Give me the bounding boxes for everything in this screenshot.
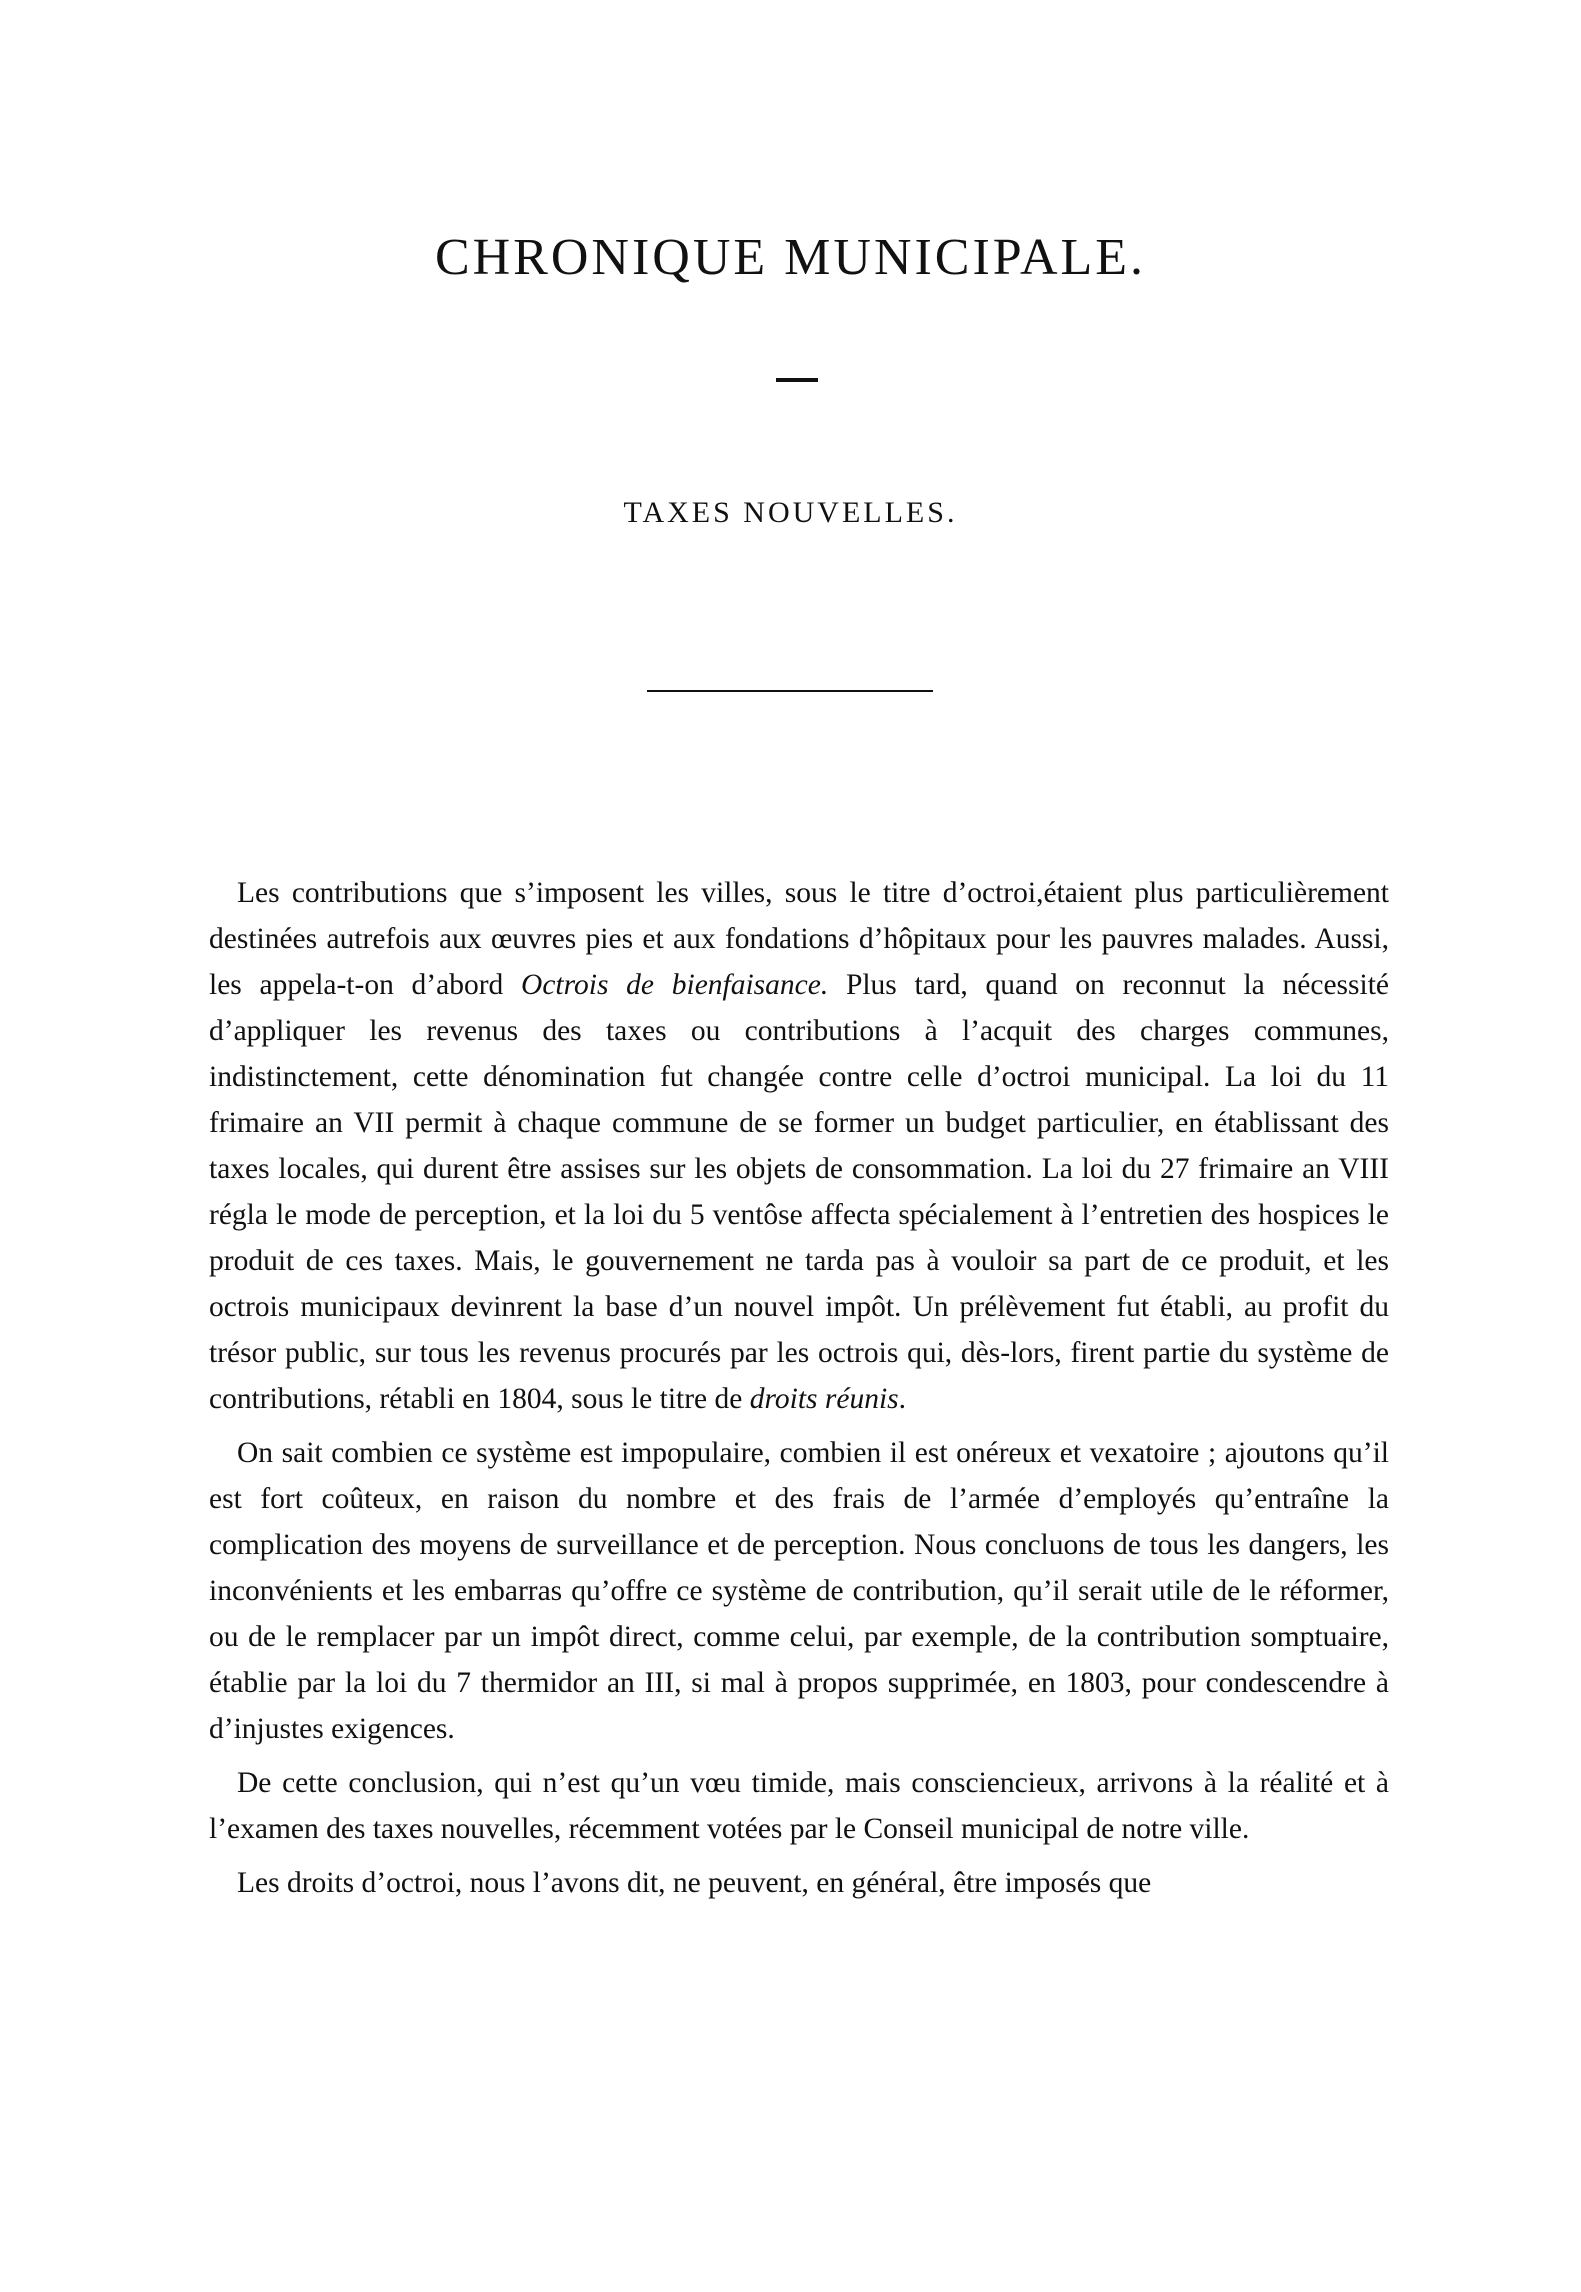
paragraph-1-part-c: . [898, 1383, 906, 1415]
paragraph-2: On sait combien ce système est impopulaire, combien il est onéreux et vexatoire ; ajoutons qu’il est fort coûteux, en raison du nombre et des frais de l’armée d’employés qu’entraîne la complication des moyens de surveillance et de perception. Nous concluons de tous les dangers, les inconvénients et les embarras qu’offre ce système de contribution, qu’il serait utile de le réformer, ou de le remplacer par un impôt direct, comme celui, par exemple, de la contribution somptuaire, établie par la loi du 7 thermidor an III, si mal à propos supprimée, en 1803, pour condescendre à d’injustes exigences. [209, 1437, 1389, 1745]
paragraph-3: De cette conclusion, qui n’est qu’un vœu timide, mais consciencieux, arrivons à la réalité et à l’examen des taxes nouvelles, récemment votées par le Conseil municipal de notre ville. [209, 1767, 1389, 1845]
emphasis-octrois: Octrois de bienfaisance. [521, 969, 829, 1001]
section-divider [647, 690, 933, 692]
paragraph-1 [209, 870, 1389, 1422]
paragraph-4: Les droits d’octroi, nous l’avons dit, ne peuvent, en général, être imposés que [237, 1867, 1152, 1899]
paragraph-1-part-b: Plus tard, quand on reconnut la nécessité d’appliquer les revenus des taxes ou contributions à l’acquit des charges communes, indistinctement, cette dénomination fut changée contre celle d’octroi municipal. La loi du 11 frimaire an VII permit à chaque commune de se former un budget particulier, en établissant des taxes locales, qui durent être assises sur les objets de consommation. La loi du 27 frimaire an VIII régla le mode de perception, et la loi du 5 ventôse affecta spécialement à l’entretien des hospices le produit de ces taxes. Mais, le gouvernement ne tarda pas à vouloir sa part de ce produit, et les octrois municipaux devinrent la base d’un nouvel impôt. Un prélèvement fut établi, au profit du trésor public, sur tous les revenus procurés par les octrois qui, dès-lors, firent partie du système de contributions, rétabli en 1804, sous le titre de [209, 969, 1389, 1415]
paragraph-1-part-a: Les contributions que s’imposent les villes, sous le titre d’octroi,étaient plus particulièrement destinées autrefois aux œuvres pies et aux fondations d’hôpitaux pour les pauvres malades. Aussi, les appela-t-on d’abord [209, 877, 1389, 1001]
emphasis-droits-reunis: droits réunis [749, 1383, 899, 1415]
title-divider [776, 378, 818, 382]
section-title: TAXES NOUVELLES. [623, 496, 958, 529]
article-body [209, 870, 1389, 1914]
page-title: CHRONIQUE MUNICIPALE. [434, 229, 1147, 286]
